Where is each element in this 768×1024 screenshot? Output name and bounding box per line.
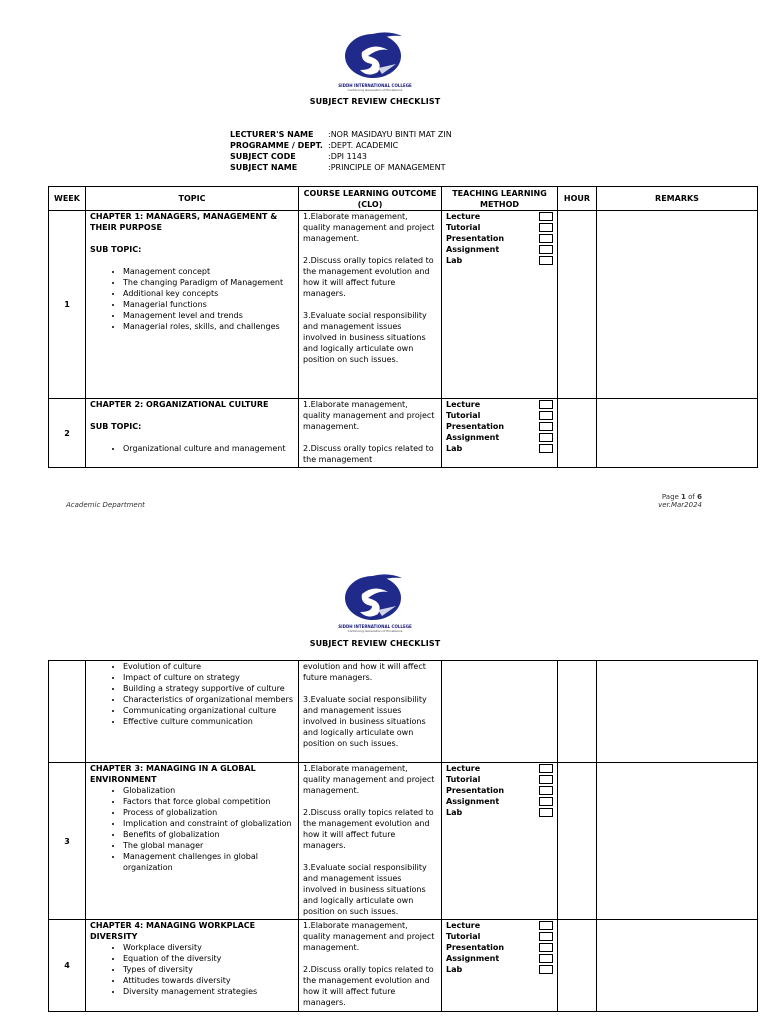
method-label: Assignment	[446, 797, 500, 806]
tlm-cell	[442, 211, 558, 399]
list-item: • Workplace diversity	[123, 942, 294, 953]
hour-cell[interactable]	[558, 661, 597, 763]
table-row	[49, 920, 758, 1012]
clo-cell	[299, 661, 442, 763]
document-title: SUBJECT REVIEW CHECKLIST	[309, 97, 441, 106]
table-row	[49, 661, 758, 763]
presentation-checkbox[interactable]	[539, 786, 553, 795]
tlm-header: TEACHING LEARNING METHOD	[442, 187, 558, 211]
sub-topic-label: SUB TOPIC:	[90, 422, 142, 431]
list-item: • Managerial roles, skills, and challenges	[123, 321, 294, 332]
tutorial-checkbox[interactable]	[539, 223, 553, 232]
remarks-cell[interactable]	[597, 763, 758, 920]
tlm-cell	[442, 399, 558, 468]
tlm-cell	[442, 661, 558, 763]
method-label: Lecture	[446, 921, 481, 930]
tlm-cell	[442, 920, 558, 1012]
clo-cell	[299, 763, 442, 920]
method-label: Presentation	[446, 786, 505, 795]
tutorial-checkbox[interactable]	[539, 411, 553, 420]
week-number: 1	[49, 211, 86, 399]
tutorial-checkbox[interactable]	[539, 775, 553, 784]
list-item: • Equation of the diversity	[123, 953, 294, 964]
week-cell	[49, 661, 86, 763]
chapter-title: CHAPTER 2: ORGANIZATIONAL CULTURE	[90, 400, 269, 409]
topic-cell	[86, 920, 299, 1012]
page-prefix: Page	[661, 493, 682, 501]
lab-checkbox[interactable]	[539, 808, 553, 817]
college-name: SIDDH INTERNATIONAL COLLEGE	[338, 624, 412, 629]
lecture-checkbox[interactable]	[539, 400, 553, 409]
page-number: 1	[681, 493, 686, 501]
list-item: • Diversity management strategies	[123, 986, 294, 997]
checklist-table	[48, 660, 758, 1012]
lecturer-label: LECTURER'S NAME	[230, 130, 314, 139]
subject-name-value: :PRINCIPLE OF MANAGEMENT	[328, 163, 446, 172]
topic-header: TOPIC	[86, 187, 299, 211]
method-label: Lecture	[446, 400, 481, 409]
list-item: • Building a strategy supportive of culture	[123, 683, 294, 694]
method-label: Presentation	[446, 234, 505, 243]
assignment-checkbox[interactable]	[539, 433, 553, 442]
document-title: SUBJECT REVIEW CHECKLIST	[309, 639, 441, 648]
method-label: Lecture	[446, 212, 481, 221]
method-label: Lab	[446, 808, 463, 817]
method-label: Tutorial	[446, 411, 481, 420]
week-header: WEEK	[49, 187, 86, 211]
college-logo-icon	[338, 26, 408, 86]
lab-checkbox[interactable]	[539, 965, 553, 974]
list-item: • Attitudes towards diversity	[123, 975, 294, 986]
remarks-cell[interactable]	[597, 661, 758, 763]
college-tagline: Continuing Generation of Excellence	[347, 629, 403, 633]
list-item: • The global manager	[123, 840, 294, 851]
college-tagline: Continuing Generation of Excellence	[347, 88, 403, 92]
clo-2: 2.Discuss orally topics related to the management	[303, 444, 434, 464]
clo-cell	[299, 211, 442, 399]
list-item: • Managerial functions	[123, 299, 294, 310]
programme-label: PROGRAMME / DEPT.	[230, 141, 323, 150]
presentation-checkbox[interactable]	[539, 943, 553, 952]
subject-info	[230, 129, 452, 173]
assignment-checkbox[interactable]	[539, 245, 553, 254]
subject-code-value: :DPI 1143	[328, 152, 367, 161]
remarks-cell[interactable]	[597, 211, 758, 399]
checklist-table	[48, 186, 758, 468]
clo-cell	[299, 920, 442, 1012]
page-2	[0, 520, 768, 1024]
hour-cell[interactable]	[558, 920, 597, 1012]
clo-2: 2.Discuss orally topics related to the management evolution and how it will affect future managers.	[303, 808, 434, 850]
method-label: Lab	[446, 256, 463, 265]
method-label: Tutorial	[446, 775, 481, 784]
clo-3: 3.Evaluate social responsibility and management issues involved in business situations and logically articulate own position on such issues.	[303, 863, 427, 916]
list-item: • Organizational culture and management	[123, 443, 294, 454]
list-item: • Characteristics of organizational members	[123, 694, 294, 705]
assignment-checkbox[interactable]	[539, 797, 553, 806]
hour-cell[interactable]	[558, 399, 597, 468]
method-label: Assignment	[446, 245, 500, 254]
topic-cell	[86, 763, 299, 920]
clo-2: 2.Discuss orally topics related to the management evolution and how it will affect future managers.	[303, 256, 434, 298]
subject-code-label: SUBJECT CODE	[230, 152, 296, 161]
list-item: • Types of diversity	[123, 964, 294, 975]
sub-topic-label: SUB TOPIC:	[90, 245, 142, 254]
lab-checkbox[interactable]	[539, 256, 553, 265]
chapter-title: CHAPTER 1: MANAGERS, MANAGEMENT & THEIR PURPOSE	[90, 212, 278, 232]
method-label: Assignment	[446, 433, 500, 442]
clo-3: 3.Evaluate social responsibility and management issues involved in business situations and logically articulate own position on such issues.	[303, 695, 427, 748]
clo-2: 2.Discuss orally topics related to the management evolution and how it will affect future managers.	[303, 965, 434, 1007]
lecturer-value: :NOR MASIDAYU BINTI MAT ZIN	[328, 130, 452, 139]
tutorial-checkbox[interactable]	[539, 932, 553, 941]
table-row	[49, 211, 758, 399]
clo-1: 1.Elaborate management, quality management and project management.	[303, 400, 435, 431]
subject-name-label: SUBJECT NAME	[230, 163, 298, 172]
list-item: • Additional key concepts	[123, 288, 294, 299]
presentation-checkbox[interactable]	[539, 234, 553, 243]
lecture-checkbox[interactable]	[539, 764, 553, 773]
list-item: • Impact of culture on strategy	[123, 672, 294, 683]
chapter-title: CHAPTER 3: MANAGING IN A GLOBAL ENVIRONMENT	[90, 764, 256, 784]
clo-3: 3.Evaluate social responsibility and management issues involved in business situations and logically articulate own position on such issues.	[303, 311, 427, 364]
topic-cell	[86, 661, 299, 763]
college-name: SIDDH INTERNATIONAL COLLEGE	[338, 83, 412, 88]
list-item: • Communicating organizational culture	[123, 705, 294, 716]
chapter-title: CHAPTER 4: MANAGING WORKPLACE DIVERSITY	[90, 921, 256, 941]
table-row	[49, 763, 758, 920]
tlm-cell	[442, 763, 558, 920]
list-item: • The changing Paradigm of Management	[123, 277, 294, 288]
topic-cell	[86, 399, 299, 468]
hour-cell[interactable]	[558, 763, 597, 920]
assignment-checkbox[interactable]	[539, 954, 553, 963]
page-of: of	[685, 493, 698, 501]
lab-checkbox[interactable]	[539, 444, 553, 453]
method-label: Tutorial	[446, 932, 481, 941]
method-label: Assignment	[446, 954, 500, 963]
week-number: 4	[49, 920, 86, 1012]
footer-page-info	[658, 493, 702, 509]
clo-cell	[299, 399, 442, 468]
list-item: • Management challenges in global organization	[123, 851, 294, 873]
remarks-cell[interactable]	[597, 399, 758, 468]
method-label: Presentation	[446, 943, 505, 952]
method-label: Tutorial	[446, 223, 481, 232]
list-item: • Benefits of globalization	[123, 829, 294, 840]
week-number: 3	[49, 763, 86, 920]
list-item: • Evolution of culture	[123, 661, 294, 672]
college-logo-icon	[338, 568, 408, 628]
list-item: • Management concept	[123, 266, 294, 277]
list-item: • Globalization	[123, 785, 294, 796]
page-total: 6	[697, 493, 702, 501]
list-item: • Implication and constraint of globalization	[123, 818, 294, 829]
clo-2-continued: evolution and how it will affect future managers.	[303, 662, 426, 682]
method-label: Lab	[446, 444, 463, 453]
clo-1: 1.Elaborate management, quality management and project management.	[303, 921, 435, 952]
remarks-cell[interactable]	[597, 920, 758, 1012]
clo-header: COURSE LEARNING OUTCOME (CLO)	[299, 187, 442, 211]
hour-cell[interactable]	[558, 211, 597, 399]
programme-value: :DEPT. ACADEMIC	[328, 141, 399, 150]
topic-cell	[86, 211, 299, 399]
list-item: • Factors that force global competition	[123, 796, 294, 807]
lecture-checkbox[interactable]	[539, 921, 553, 930]
method-label: Presentation	[446, 422, 505, 431]
table-row	[49, 399, 758, 468]
list-item: • Management level and trends	[123, 310, 294, 321]
clo-1: 1.Elaborate management, quality management and project management.	[303, 764, 435, 795]
list-item: • Effective culture communication	[123, 716, 294, 727]
remarks-header: REMARKS	[597, 187, 758, 211]
lecture-checkbox[interactable]	[539, 212, 553, 221]
list-item: • Process of globalization	[123, 807, 294, 818]
method-label: Lecture	[446, 764, 481, 773]
presentation-checkbox[interactable]	[539, 422, 553, 431]
version: ver.Mar2024	[658, 501, 702, 509]
footer-department: Academic Department	[66, 501, 145, 509]
hour-header: HOUR	[558, 187, 597, 211]
method-label: Lab	[446, 965, 463, 974]
clo-1: 1.Elaborate management, quality management and project management.	[303, 212, 435, 243]
week-number: 2	[49, 399, 86, 468]
